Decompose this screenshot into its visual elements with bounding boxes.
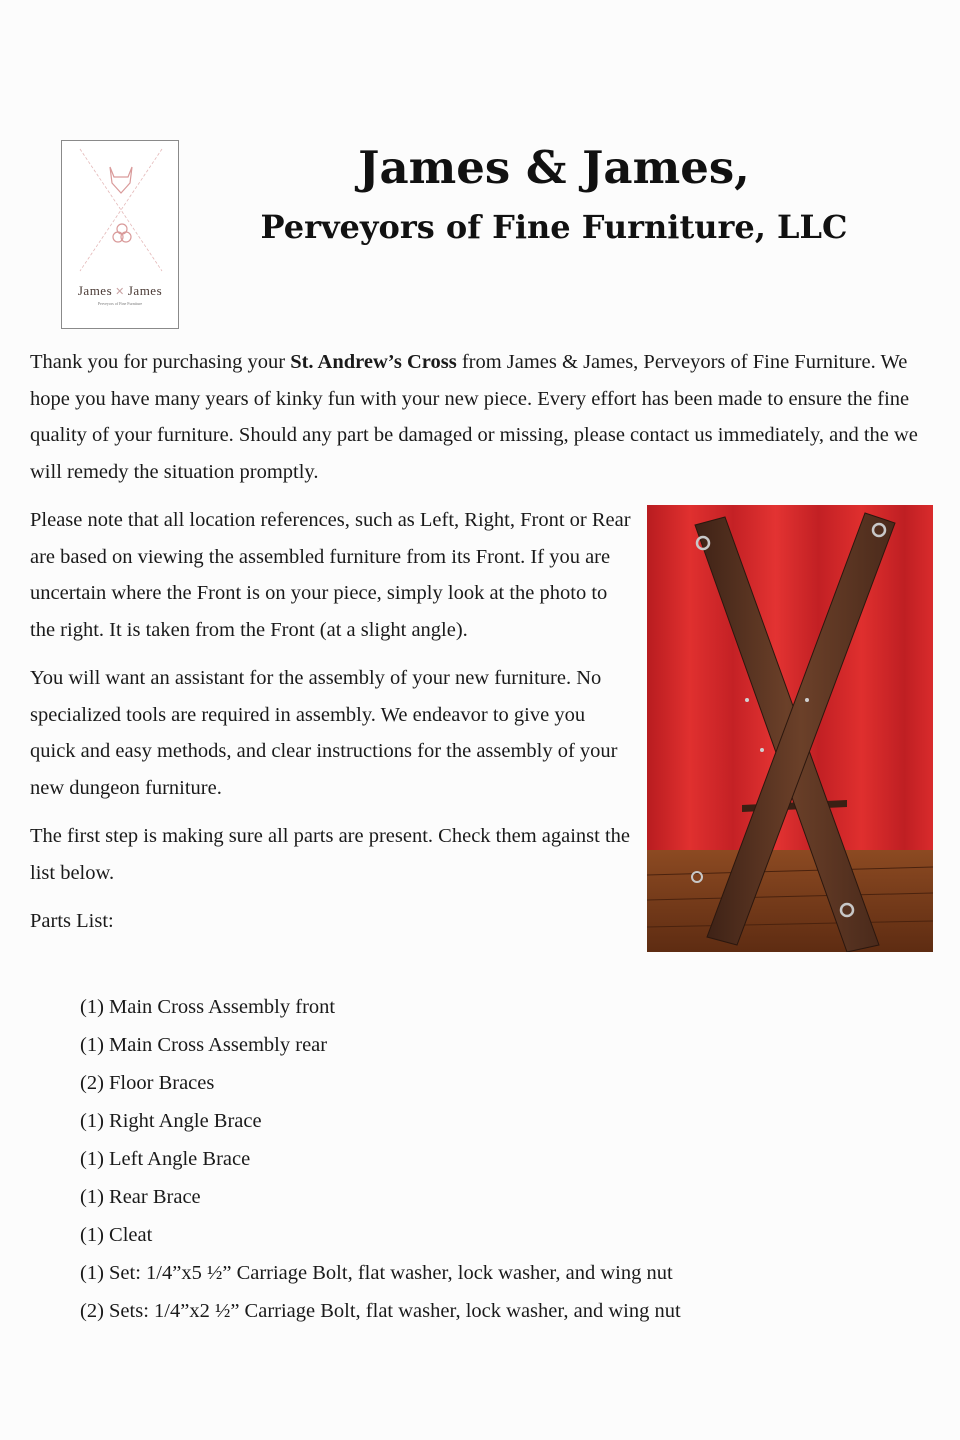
orientation-paragraph: Please note that all location references, such as Left, Right, Front or Rear are based on viewing the assembled furniture from its Front. If you are uncertain where the Front is on your piece, simply look at the photo to the right. It is taken from the Front (at a slight angle). — [30, 509, 631, 641]
logo-tagline: Perveyors of Fine Furniture — [97, 301, 143, 306]
parts-list-label: Parts List: — [30, 910, 114, 932]
page-title: James & James, — [358, 141, 750, 194]
first-step-paragraph: The first step is making sure all parts are present. Check them against the list below. — [30, 825, 631, 884]
logo-wordmark-right: James — [127, 283, 163, 298]
parts-list — [80, 988, 880, 1330]
page-subtitle: Perveyors of Fine Furniture, LLC — [260, 208, 848, 246]
product-photo — [647, 505, 933, 952]
list-item: (1) Cleat — [80, 1224, 153, 1246]
list-item: (2) Floor Braces — [80, 1072, 215, 1094]
list-item: (1) Right Angle Brace — [80, 1110, 262, 1132]
body-column — [30, 502, 635, 952]
intro-paragraph — [30, 344, 940, 490]
logo-wordmark — [62, 283, 178, 299]
list-item: (2) Sets: 1/4”x2 ½” Carriage Bolt, flat washer, lock washer, and wing nut — [80, 1300, 681, 1322]
intro-text-after: from James & James, Perveyors of Fine Furniture. We hope you have many years of kinky fun with your new piece. Every effort has been made to ensure the fine quality of your furniture. Should any part be damaged or missing, please contact us immediately, and the we will remedy the situation promptly. — [30, 351, 918, 483]
product-name: St. Andrew’s Cross — [290, 351, 457, 373]
list-item: (1) Main Cross Assembly front — [80, 996, 336, 1018]
list-item: (1) Rear Brace — [80, 1186, 201, 1208]
intro-text-before: Thank you for purchasing your — [30, 351, 291, 373]
list-item: (1) Left Angle Brace — [80, 1148, 251, 1170]
st-andrews-cross-illustration — [647, 505, 933, 952]
logo-wordmark-left: James — [77, 283, 113, 298]
assistant-paragraph: You will want an assistant for the assembly of your new furniture. No specialized tools are required in assembly. We endeavor to give you quick and easy methods, and clear instructions for the assembly of your new dungeon furniture. — [30, 667, 618, 799]
list-item: (1) Set: 1/4”x5 ½” Carriage Bolt, flat washer, lock washer, and wing nut — [80, 1262, 673, 1284]
company-logo — [61, 140, 179, 329]
logo-x-mark: ✕ — [115, 286, 125, 298]
list-item: (1) Main Cross Assembly rear — [80, 1034, 328, 1056]
